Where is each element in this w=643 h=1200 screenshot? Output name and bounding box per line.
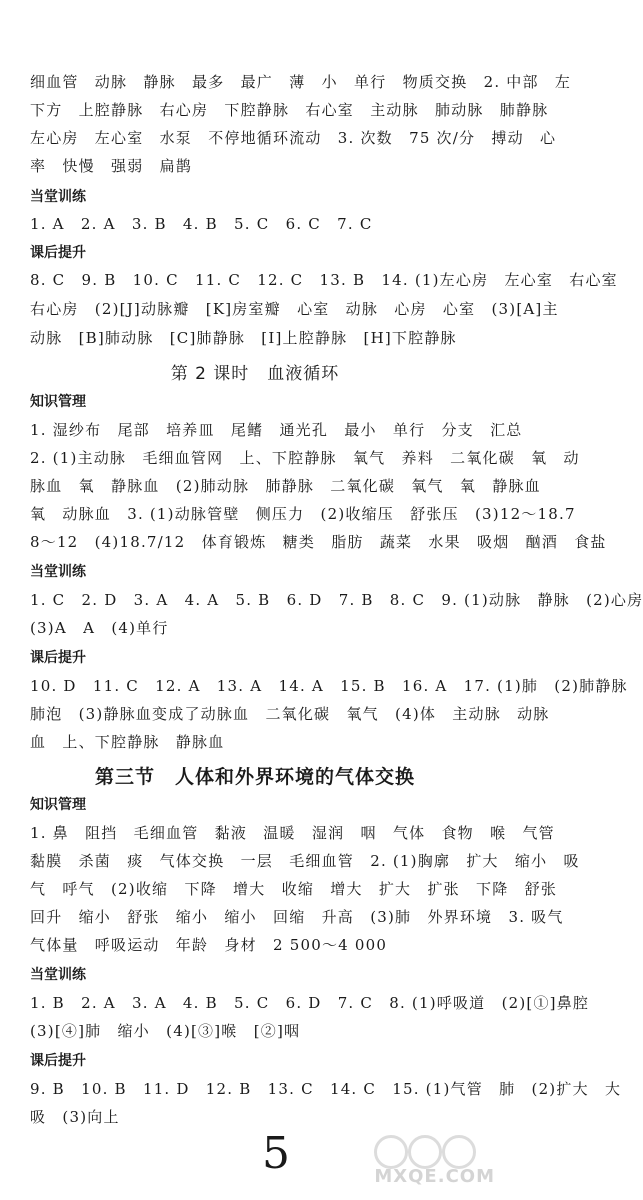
answer-line: 右心房 (2)[J]动脉瓣 [K]房室瓣 心室 动脉 心房 心室 (3)[A]主 [30,300,559,318]
section-title: 第三节 人体和外界环境的气体交换 [94,766,415,788]
section-label-kehou: 课后提升 [30,1053,86,1069]
section-label-dangtang: 当堂训练 [30,564,86,580]
watermark-logo [368,1135,503,1191]
answer-line: 8～12 (4)18.7/12 体育锻炼 糖类 脂肪 蔬菜 水果 吸烟 酗酒 食盐 [30,533,607,551]
answer-line: (3)[④]肺 缩小 (4)[③]喉 [②]咽 [30,1022,301,1040]
text-line: 左心房 左心室 水泵 不停地循环流动 3. 次数 75 次/分 搏动 心 [30,129,557,147]
page-number: 5 [262,1128,290,1179]
section-label-zhishi: 知识管理 [30,797,86,813]
answer-line: 气体量 呼吸运动 年龄 身材 2 500～4 000 [30,936,388,954]
section-label-zhishi: 知识管理 [30,394,86,410]
answer-line: (3)A A (4)单行 [30,619,169,637]
answer-line: 吸 (3)向上 [30,1108,120,1126]
answer-line: 动脉 [B]肺动脉 [C]肺静脉 [I]上腔静脉 [H]下腔静脉 [30,329,457,347]
answer-line: 2. (1)主动脉 毛细血管网 上、下腔静脉 氧气 养料 二氧化碳 氧 动 [30,449,580,467]
answer-line: 1. 湿纱布 尾部 培养皿 尾鳍 通光孔 最小 单行 分支 汇总 [30,421,523,439]
answer-line: 9. B 10. B 11. D 12. B 13. C 14. C 15. (1)气管 肺 (2)扩大 大 [30,1080,622,1098]
answer-line: 1. C 2. D 3. A 4. A 5. B 6. D 7. B 8. C 9. (1)动脉 静脉 (2)心房 [30,591,643,609]
answer-line: 1. B 2. A 3. A 4. B 5. C 6. D 7. C 8. (1)呼吸道 (2)[①]鼻腔 [30,994,590,1012]
text-line: 下方 上腔静脉 右心房 下腔静脉 右心室 主动脉 肺动脉 肺静脉 [30,101,549,119]
section-label-kehou: 课后提升 [30,650,86,666]
watermark-text: MXQE.COM [374,1166,495,1187]
section-label-dangtang: 当堂训练 [30,967,86,983]
answer-line: 8. C 9. B 10. C 11. C 12. C 13. B 14. (1)左心房 左心室 右心室 [30,271,618,289]
answer-line: 肺泡 (3)静脉血变成了动脉血 二氧化碳 氧气 (4)体 主动脉 动脉 [30,705,550,723]
text-line: 细血管 动脉 静脉 最多 最广 薄 小 单行 物质交换 2. 中部 左 [30,73,572,91]
answer-line: 氧 动脉血 3. (1)动脉管壁 侧压力 (2)收缩压 舒张压 (3)12～18.7 [30,505,576,523]
answer-line: 10. D 11. C 12. A 13. A 14. A 15. B 16. A 17. (1)肺 (2)肺静脉 [30,677,628,695]
answer-line: 1. A 2. A 3. B 4. B 5. C 6. C 7. C [30,215,373,233]
answer-line: 血 上、下腔静脉 静脉血 [30,733,225,751]
answer-line: 脉血 氧 静脉血 (2)肺动脉 肺静脉 二氧化碳 氧气 氧 静脉血 [30,477,541,495]
answer-line: 回升 缩小 舒张 缩小 缩小 回缩 升高 (3)肺 外界环境 3. 吸气 [30,908,564,926]
answer-line: 1. 鼻 阻挡 毛细血管 黏液 温暖 湿润 咽 气体 食物 喉 气管 [30,824,555,842]
answer-line: 黏膜 杀菌 痰 气体交换 一层 毛细血管 2. (1)胸廓 扩大 缩小 吸 [30,852,580,870]
section-label-kehou: 课后提升 [30,245,86,261]
lesson-title: 第 2 课时 血液循环 [170,364,340,384]
answer-line: 气 呼气 (2)收缩 下降 增大 收缩 增大 扩大 扩张 下降 舒张 [30,880,558,898]
section-label-dangtang: 当堂训练 [30,189,86,205]
text-line: 率 快慢 强弱 扁鹊 [30,157,193,175]
